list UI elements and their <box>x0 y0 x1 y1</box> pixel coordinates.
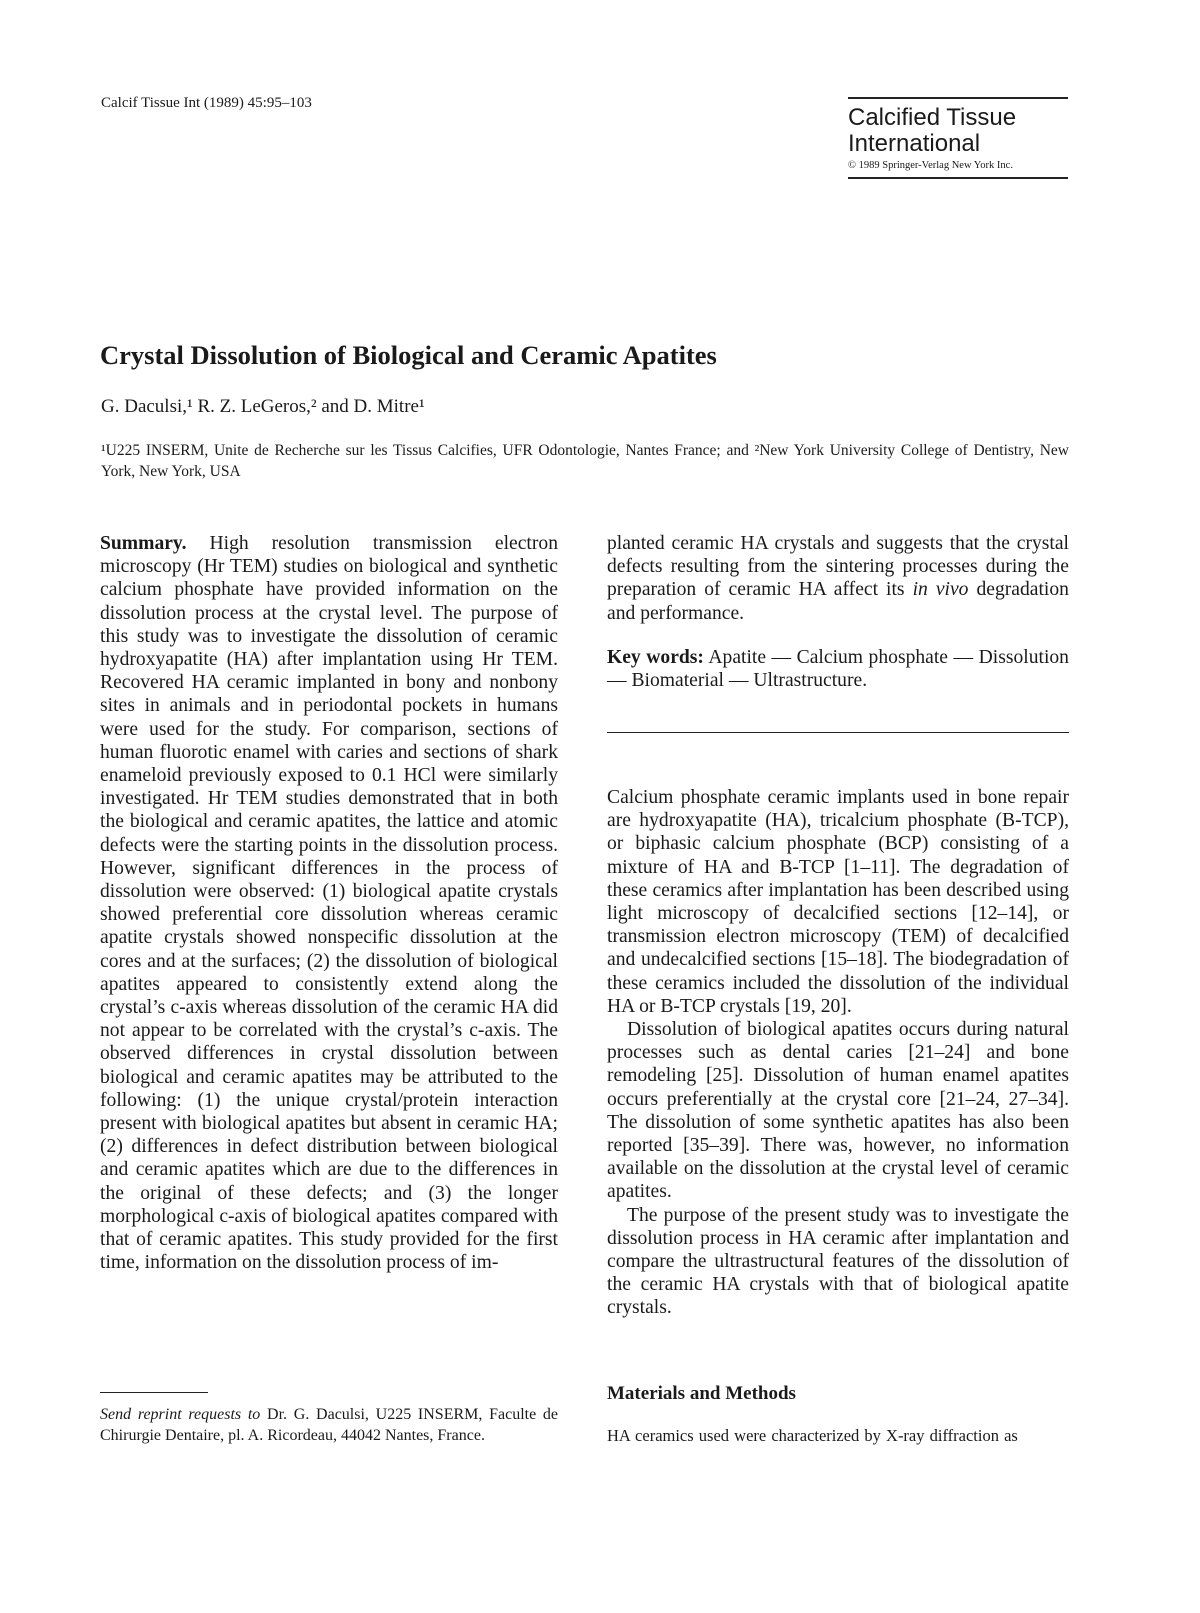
intro-paragraph: Calcium phosphate ceramic implants used in bone repair are hydroxyapatite (HA), tricalcium phosphate (B-TCP), or biphasic calcium phosphate (BCP) consisting of a mixture of HA and B-TCP [1–11]. The degradation of these ceramics after implantation has been described using light microscopy of decalcified sections [12–14], or transmission electron microscopy (TEM) of decalcified and undecalcified sections [15–18]. The biodegradation of these ceramics included the dissolution of the individual HA or B-TCP crystals [19, 20]. <box>607 787 1069 1017</box>
keywords <box>607 646 1069 692</box>
footnote-rule <box>100 1392 208 1393</box>
summary-text-left: High resolution transmission electron microscopy (Hr TEM) studies on biological and synthetic calcium phosphate have provided information on the dissolution process at the crystal level. The purpose of this study was to investigate the dissolution of ceramic hydroxyapatite (HA) after implantation using Hr TEM. Recovered HA ceramic implanted in bony and nonbony sites in animals and in periodontal pockets in humans were used for the study. For comparison, sections of human fluorotic enamel with caries and sections of shark enameloid previously exposed to 0.1 HCl were similarly investigated. Hr TEM studies demonstrated that in both the biological and ceramic apatites, the lattice and atomic defects were the starting points in the dissolution process. However, significant differences in the process of dissolution were observed: (1) biological apatite crystals showed preferential core dissolution whereas ceramic apatite crystals showed nonspecific dissolution at the cores and at the surfaces; (2) the dissolution of biological apatites appeared to consistently extend along the crystal’s c-axis whereas dissolution of the ceramic HA did not appear to be correlated with the crystal’s c-axis. The observed differences in crystal dissolution between biological and ceramic apatites may be attributed to the following: (1) the unique crystal/protein interaction present with biological apatites but absent in ceramic HA; (2) differences in defect distribution between biological and ceramic apatites which are due to the differences in the original of these defects; and (3) the longer morphological c-axis of biological apatites compared with that of ceramic apatites. This study provided for the first time, information on the dissolution process of im- <box>100 533 558 1274</box>
journal-name-line2: International <box>848 130 981 157</box>
intro-paragraph: Dissolution of biological apatites occurs during natural processes such as dental caries [21–24] and bone remodeling [25]. Dissolution of human enamel apatites occurs preferentially at the crystal core [21–24, 27–34]. The dissolution of some synthetic apatites has also been reported [35–39]. There was, however, no information available on the dissolution at the crystal level of ceramic apatites. <box>607 1019 1069 1203</box>
summary-label: Summary. <box>100 533 187 554</box>
section-divider <box>607 732 1069 733</box>
keywords-text: Apatite — Calcium phosphate — Dissolution — Biomaterial — Ultrastructure. <box>607 647 1069 692</box>
intro-paragraph: The purpose of the present study was to investigate the dissolution process in HA ceramic after implantation and compare the ultrastructural features of the dissolution of the ceramic HA crystals with that of biological apatite crystals. <box>607 1204 1069 1319</box>
introduction <box>607 786 1069 1320</box>
author-list: G. Daculsi,¹ R. Z. LeGeros,² and D. Mitre¹ <box>101 396 425 417</box>
keywords-label: Key words: <box>607 647 704 668</box>
methods-first-line: HA ceramics used were characterized by X-ray diffraction as <box>607 1426 1018 1445</box>
footnote-text: Dr. G. Daculsi, U225 INSERM, Faculte de Chirurgie Dentaire, pl. A. Ricordeau, 44042 Nantes, France. <box>100 1406 559 1444</box>
summary-column-right <box>607 532 1069 625</box>
journal-masthead <box>848 97 1068 179</box>
summary-text-right: planted ceramic HA crystals and suggests that the crystal defects resulting from the sintering processes during the preparation of ceramic HA affect its <box>607 533 1069 601</box>
reprint-footnote <box>100 1404 558 1446</box>
summary-in-vivo: in vivo <box>912 579 969 601</box>
summary-text-right-end: degradation and performance. <box>607 579 1069 624</box>
journal-name-line1: Calcified Tissue <box>848 104 1017 131</box>
journal-citation: Calcif Tissue Int (1989) 45:95–103 <box>101 95 312 111</box>
footnote-lead: Send reprint requests to <box>100 1406 261 1423</box>
copyright-notice: © 1989 Springer-Verlag New York Inc. <box>848 160 1013 171</box>
methods-heading: Materials and Methods <box>607 1383 796 1404</box>
affiliations: ¹U225 INSERM, Unite de Recherche sur les Tissus Calcifies, UFR Odontologie, Nantes France; and ²New York University College of Dentistry, New York, New York, USA <box>101 442 1069 480</box>
summary-column-left <box>100 532 558 1275</box>
article-title: Crystal Dissolution of Biological and Ceramic Apatites <box>100 340 717 370</box>
